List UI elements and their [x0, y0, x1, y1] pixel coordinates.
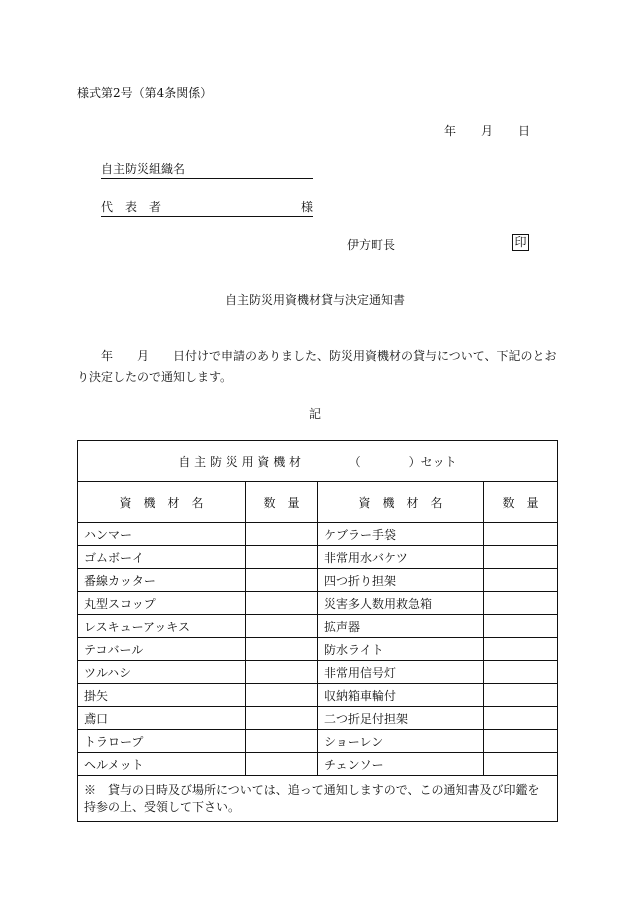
organization-name-field [101, 160, 313, 179]
note-row [78, 776, 558, 822]
table-row [78, 730, 558, 753]
date-day: 日 [518, 124, 531, 138]
right-item: ショーレン [318, 730, 484, 753]
left-item: レスキューアッキス [78, 615, 246, 638]
right-qty-cell [484, 638, 558, 661]
table-row [78, 661, 558, 684]
left-qty-cell [246, 638, 318, 661]
right-qty-cell [484, 615, 558, 638]
right-item: 拡声器 [318, 615, 484, 638]
right-qty-cell [484, 730, 558, 753]
table-row [78, 707, 558, 730]
left-item: テコバール [78, 638, 246, 661]
table-row [78, 569, 558, 592]
right-item: ケブラー手袋 [318, 523, 484, 546]
table-header-set: （ ）セット [348, 454, 457, 469]
body-text: 年 月 日付けで申請のありました、防災用資機材の貸与について、下記のとおり決定したので通知します。 [77, 349, 557, 384]
right-qty-cell [484, 707, 558, 730]
ki-marker: 記 [308, 407, 321, 421]
left-item: ゴムボーイ [78, 546, 246, 569]
right-item: チェンソー [318, 753, 484, 776]
left-item: トラロープ [78, 730, 246, 753]
representative-field [101, 198, 313, 217]
col-header-name-right: 資 機 材 名 [318, 482, 484, 523]
left-qty-cell [246, 707, 318, 730]
col-header-qty-right: 数 量 [484, 482, 558, 523]
left-item: 丸型スコップ [78, 592, 246, 615]
column-header-row [78, 482, 558, 523]
table-header-row [78, 441, 558, 482]
left-item: 番線カッター [78, 569, 246, 592]
right-qty-cell [484, 546, 558, 569]
col-header-qty-left: 数 量 [246, 482, 318, 523]
document-title: 自主防災用資機材貸与決定通知書 [224, 293, 405, 307]
left-qty-cell [246, 592, 318, 615]
left-qty-cell [246, 523, 318, 546]
left-qty-cell [246, 569, 318, 592]
date-year: 年 [444, 124, 457, 138]
right-item: 非常用水バケツ [318, 546, 484, 569]
representative-label: 代 表 者 [101, 200, 162, 214]
left-qty-cell [246, 730, 318, 753]
right-item: 災害多人数用救急箱 [318, 592, 484, 615]
table-row [78, 615, 558, 638]
equipment-table [77, 440, 558, 822]
col-header-name-left: 資 機 材 名 [78, 482, 246, 523]
right-item: 非常用信号灯 [318, 661, 484, 684]
table-row [78, 638, 558, 661]
right-item: 二つ折足付担架 [318, 707, 484, 730]
table-row [78, 546, 558, 569]
right-qty-cell [484, 753, 558, 776]
left-item: 鳶口 [78, 707, 246, 730]
left-qty-cell [246, 753, 318, 776]
table-row [78, 592, 558, 615]
form-number: 様式第2号（第4条関係） [77, 86, 213, 100]
date-line [444, 122, 530, 139]
left-item: ツルハシ [78, 661, 246, 684]
right-item: 収納箱車輪付 [318, 684, 484, 707]
organization-name-label: 自主防災組織名 [101, 162, 186, 176]
right-qty-cell [484, 661, 558, 684]
left-qty-cell [246, 684, 318, 707]
right-item: 防水ライト [318, 638, 484, 661]
right-qty-cell [484, 569, 558, 592]
right-qty-cell [484, 684, 558, 707]
table-row [78, 523, 558, 546]
table-row [78, 753, 558, 776]
right-qty-cell [484, 523, 558, 546]
table-row [78, 684, 558, 707]
right-qty-cell [484, 592, 558, 615]
right-item: 四つ折り担架 [318, 569, 484, 592]
issuer-name: 伊方町長 [347, 238, 396, 252]
left-qty-cell [246, 661, 318, 684]
note-text: ※ 貸与の日時及び場所については、追って通知しますので、この通知書及び印鑑を持参の上、受領して下さい。 [78, 776, 558, 822]
left-qty-cell [246, 546, 318, 569]
left-item: ヘルメット [78, 753, 246, 776]
date-month: 月 [481, 124, 494, 138]
seal-mark: 印 [512, 234, 529, 251]
left-qty-cell [246, 615, 318, 638]
left-item: 掛矢 [78, 684, 246, 707]
left-item: ハンマー [78, 523, 246, 546]
table-header-title: 自 主 防 災 用 資 機 材 [178, 454, 302, 469]
representative-honorific: 様 [300, 200, 313, 214]
